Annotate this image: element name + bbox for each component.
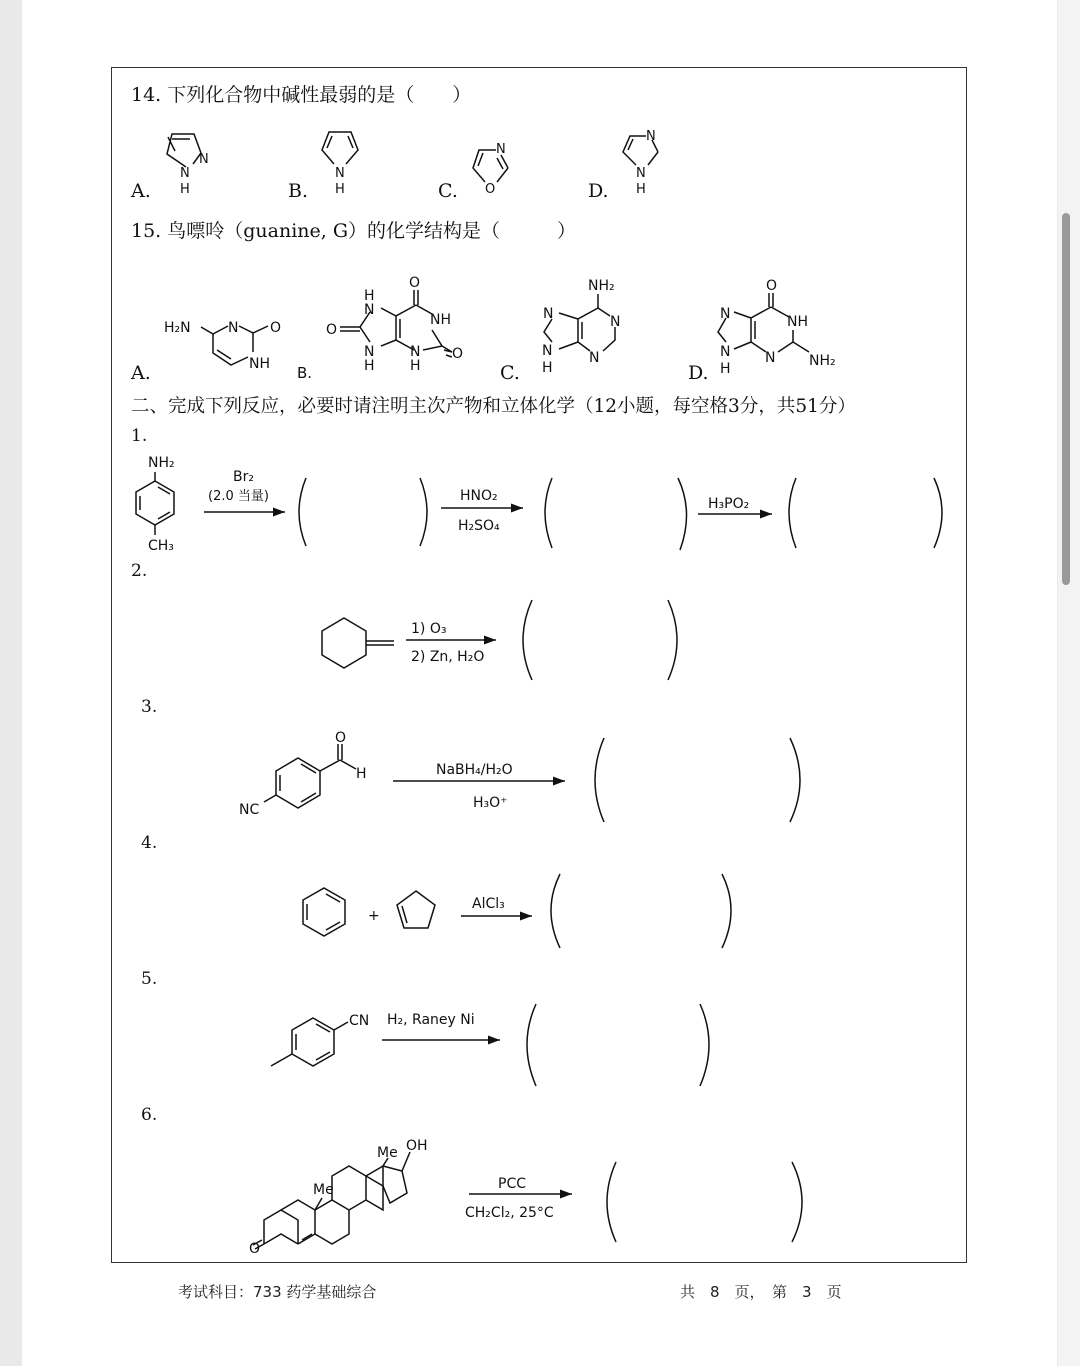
r2-reagent-top: 1) O₃ (411, 621, 447, 637)
q15-d-n7: N (720, 306, 731, 322)
reaction-5-number: 5. (141, 969, 158, 989)
q15-b-n7: N (364, 302, 375, 318)
footer-subject: 考试科目：733 药学基础综合 (178, 1283, 377, 1301)
q15-option-a: A. (131, 362, 151, 384)
q15-d-guanine (718, 278, 836, 377)
q14-b-pyrrole (322, 132, 358, 197)
r1-answer-blank-2-right (678, 478, 687, 550)
r2-answer-blank-right (668, 600, 677, 680)
q15-d-nh2: NH₂ (809, 353, 836, 369)
q14-stem: 14. 下列化合物中碱性最弱的是（ ） (131, 84, 472, 106)
r3-nc: NC (239, 802, 260, 818)
q15-c-h9: H (542, 360, 553, 376)
q15-b-h7: H (364, 288, 375, 304)
reaction-5 (271, 1004, 709, 1086)
q14-c-o: O (485, 182, 496, 197)
q15-a-nh: NH (249, 356, 270, 372)
q14-option-b: B. (288, 180, 309, 202)
r1-answer-blank-2-left (545, 478, 552, 548)
r4-plus: + (368, 908, 380, 924)
r6-o: O (249, 1241, 261, 1257)
q15-a-o: O (270, 320, 282, 336)
r1-answer-blank-3-left (789, 478, 796, 548)
q15-stem: 15. 鸟嘌呤（guanine, G）的化学结构是（ ） (131, 220, 577, 242)
r2-reagent-bottom: 2) Zn, H₂O (411, 649, 485, 665)
q15-d-nh1: NH (787, 314, 808, 330)
reaction-6-number: 6. (141, 1105, 158, 1125)
q15-d-n9: N (720, 344, 731, 360)
q14-c-n: N (496, 142, 506, 157)
reaction-4-number: 4. (141, 833, 158, 853)
q15-b-uric-acid (326, 275, 463, 374)
section-2-title: 二、完成下列反应，必要时请注明主次产物和立体化学（12小题，每空格3分，共51分） (131, 396, 856, 417)
q15-option-d: D. (688, 362, 709, 384)
r5-answer-blank-right (700, 1004, 709, 1086)
r1-answer-blank-3-right (934, 478, 942, 548)
r1-ch3: CH₃ (148, 538, 174, 554)
r5-cn: CN (349, 1013, 370, 1029)
r3-h: H (356, 766, 367, 782)
q14-option-c: C. (438, 180, 458, 202)
reaction-3 (239, 730, 800, 822)
q15-b-h3: H (410, 358, 421, 374)
q15-c-n9: N (542, 343, 553, 359)
reaction-1-number: 1. (131, 426, 148, 446)
q14-d-n3: N (646, 129, 656, 144)
q14-option-d: D. (588, 180, 609, 202)
r4-reagent-top: AlCl₃ (472, 896, 505, 912)
q14-a-n2: N (199, 152, 209, 167)
q15-a-n3: N (228, 320, 239, 336)
r3-answer-blank-right (790, 738, 800, 822)
r1-reagent2-top: HNO₂ (460, 488, 498, 504)
r6-oh: OH (406, 1138, 428, 1154)
r1-nh2: NH₂ (148, 455, 175, 471)
q15-c-n7: N (543, 306, 554, 322)
r4-answer-blank-left (551, 874, 560, 948)
r1-answer-blank-1-right (420, 478, 427, 546)
reaction-2-number: 2. (131, 561, 148, 581)
q14-a-h: H (180, 182, 190, 197)
r6-reagent-bottom: CH₂Cl₂, 25°C (465, 1205, 554, 1221)
footer-pages: 共 8 页， 第 3 页 (680, 1283, 842, 1301)
q15-b-o8: O (326, 322, 338, 338)
q15-d-h9: H (720, 361, 731, 377)
r3-reagent-top: NaBH₄/H₂O (436, 762, 513, 778)
reaction-2 (322, 600, 677, 680)
r1-reagent1-bottom: (2.0 当量) (208, 489, 269, 504)
q15-b-h9: H (364, 358, 375, 374)
reaction-6 (249, 1138, 802, 1257)
q15-a-h2n: H₂N (164, 320, 191, 336)
r6-me-10: Me (313, 1182, 334, 1198)
q14-b-h: H (335, 182, 345, 197)
q15-c-adenine (542, 278, 620, 376)
r5-reagent-top: H₂, Raney Ni (387, 1012, 475, 1028)
q14-d-imidazole (623, 129, 658, 197)
q15-b-o-top: O (409, 275, 421, 291)
q14-a-pyrazole (167, 134, 209, 197)
r1-reagent1-top: Br₂ (233, 469, 254, 485)
reaction-3-number: 3. (141, 697, 158, 717)
q15-b-nh1: NH (430, 312, 451, 328)
r6-me-13: Me (377, 1145, 398, 1161)
q15-b-o2: O (452, 346, 464, 362)
r6-answer-blank-left (607, 1162, 616, 1242)
q15-option-c: C. (500, 362, 520, 384)
q15-option-b: B. (297, 364, 313, 382)
r1-reagent2-bottom: H₂SO₄ (458, 518, 500, 534)
r6-reagent-top: PCC (498, 1176, 526, 1192)
q14-a-n1: N (180, 166, 190, 181)
r6-answer-blank-right (792, 1162, 802, 1242)
q15-a-cytosine (164, 320, 281, 372)
r3-reagent-bottom: H₃O⁺ (473, 795, 508, 811)
q15-d-n3: N (765, 350, 776, 366)
r3-answer-blank-left (595, 738, 604, 822)
r4-answer-blank-right (722, 874, 731, 948)
q14-c-oxazole (473, 142, 508, 197)
r2-answer-blank-left (523, 600, 532, 680)
r1-answer-blank-1-left (299, 478, 306, 546)
r5-answer-blank-left (527, 1004, 536, 1086)
q15-b-n9: N (364, 344, 375, 360)
q15-c-n3: N (589, 350, 600, 366)
q14-d-n1: N (636, 166, 646, 181)
q15-c-n1: N (610, 314, 621, 330)
reaction-4 (303, 874, 731, 948)
q14-d-h: H (636, 182, 646, 197)
q15-d-o: O (766, 278, 778, 294)
r1-reagent3-top: H₃PO₂ (708, 496, 750, 512)
q15-c-nh2: NH₂ (588, 278, 615, 294)
q15-b-n3: N (410, 344, 421, 360)
q14-option-a: A. (131, 180, 151, 202)
reaction-1 (136, 455, 942, 554)
r3-o: O (335, 730, 347, 746)
q14-b-n: N (335, 166, 345, 181)
